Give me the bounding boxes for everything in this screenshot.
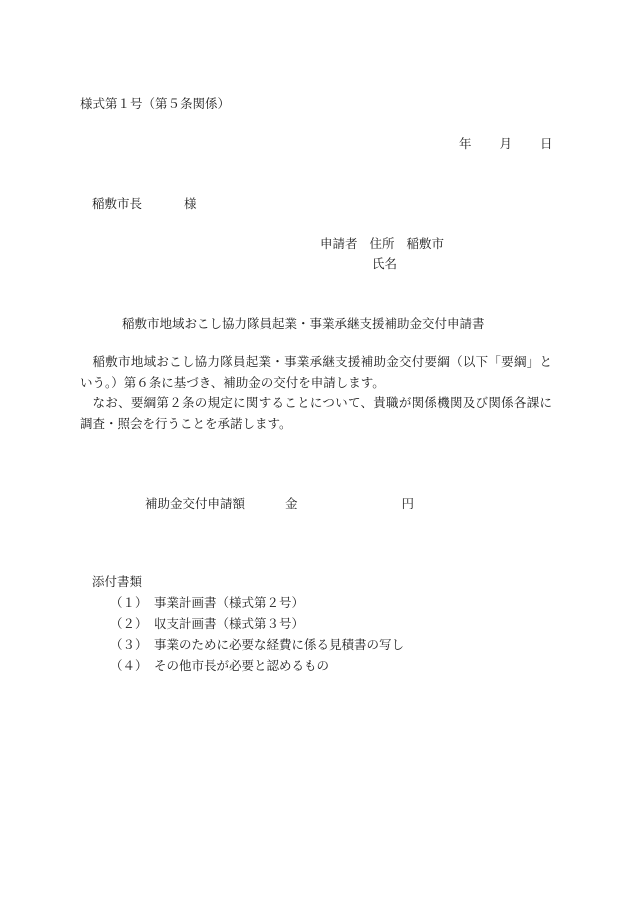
attachment-number: （４） bbox=[110, 658, 148, 673]
attachment-text: 事業のために必要な経費に係る見積書の写し bbox=[154, 637, 405, 652]
applicant-address-value: 稲敷市 bbox=[406, 236, 445, 251]
addressee-honorific: 様 bbox=[184, 196, 197, 211]
applicant-address-label: 住所 bbox=[369, 236, 395, 251]
attachment-item bbox=[110, 616, 304, 632]
document-title: 稲敷市地域おこし協力隊員起業・事業承継支援補助金交付申請書 bbox=[122, 316, 485, 331]
attachments-heading: 添付書類 bbox=[92, 574, 143, 589]
attachment-item bbox=[110, 637, 404, 653]
body-paragraph-1: 稲敷市地域おこし協力隊員起業・事業承継支援補助金交付要綱（以下「要綱」という。）第６条に基づき、補助金の交付を申請します。 bbox=[80, 354, 552, 390]
date-year-label: 年 bbox=[459, 136, 472, 151]
date-month-label: 月 bbox=[499, 136, 513, 151]
amount-prefix: 金 bbox=[285, 496, 298, 511]
applicant-name-label: 氏名 bbox=[372, 256, 398, 271]
date-day-label: 日 bbox=[540, 136, 553, 151]
attachment-number: （１） bbox=[110, 595, 148, 610]
body-text bbox=[80, 352, 552, 434]
attachment-number: （２） bbox=[110, 616, 148, 631]
addressee-name: 稲敷市長 bbox=[92, 196, 143, 211]
attachment-number: （３） bbox=[110, 637, 148, 652]
applicant-role-label: 申請者 bbox=[320, 236, 358, 251]
amount-unit: 円 bbox=[401, 496, 415, 511]
attachment-text: 事業計画書（様式第２号） bbox=[154, 595, 305, 610]
applicant-address-line bbox=[320, 236, 444, 252]
attachment-text: 収支計画書（様式第３号） bbox=[154, 616, 305, 631]
body-paragraph-2: なお、要綱第２条の規定に関することについて、貴職が関係機関及び関係各課に調査・照会を行うことを承諾します。 bbox=[80, 395, 552, 431]
addressee bbox=[92, 196, 197, 212]
amount-line bbox=[145, 496, 414, 512]
date-line bbox=[459, 136, 553, 152]
form-number: 様式第１号（第５条関係） bbox=[80, 96, 231, 111]
attachment-text: その他市長が必要と認めるもの bbox=[154, 658, 330, 673]
attachment-item bbox=[110, 595, 304, 611]
amount-label: 補助金交付申請額 bbox=[145, 496, 246, 511]
attachment-item bbox=[110, 658, 329, 674]
